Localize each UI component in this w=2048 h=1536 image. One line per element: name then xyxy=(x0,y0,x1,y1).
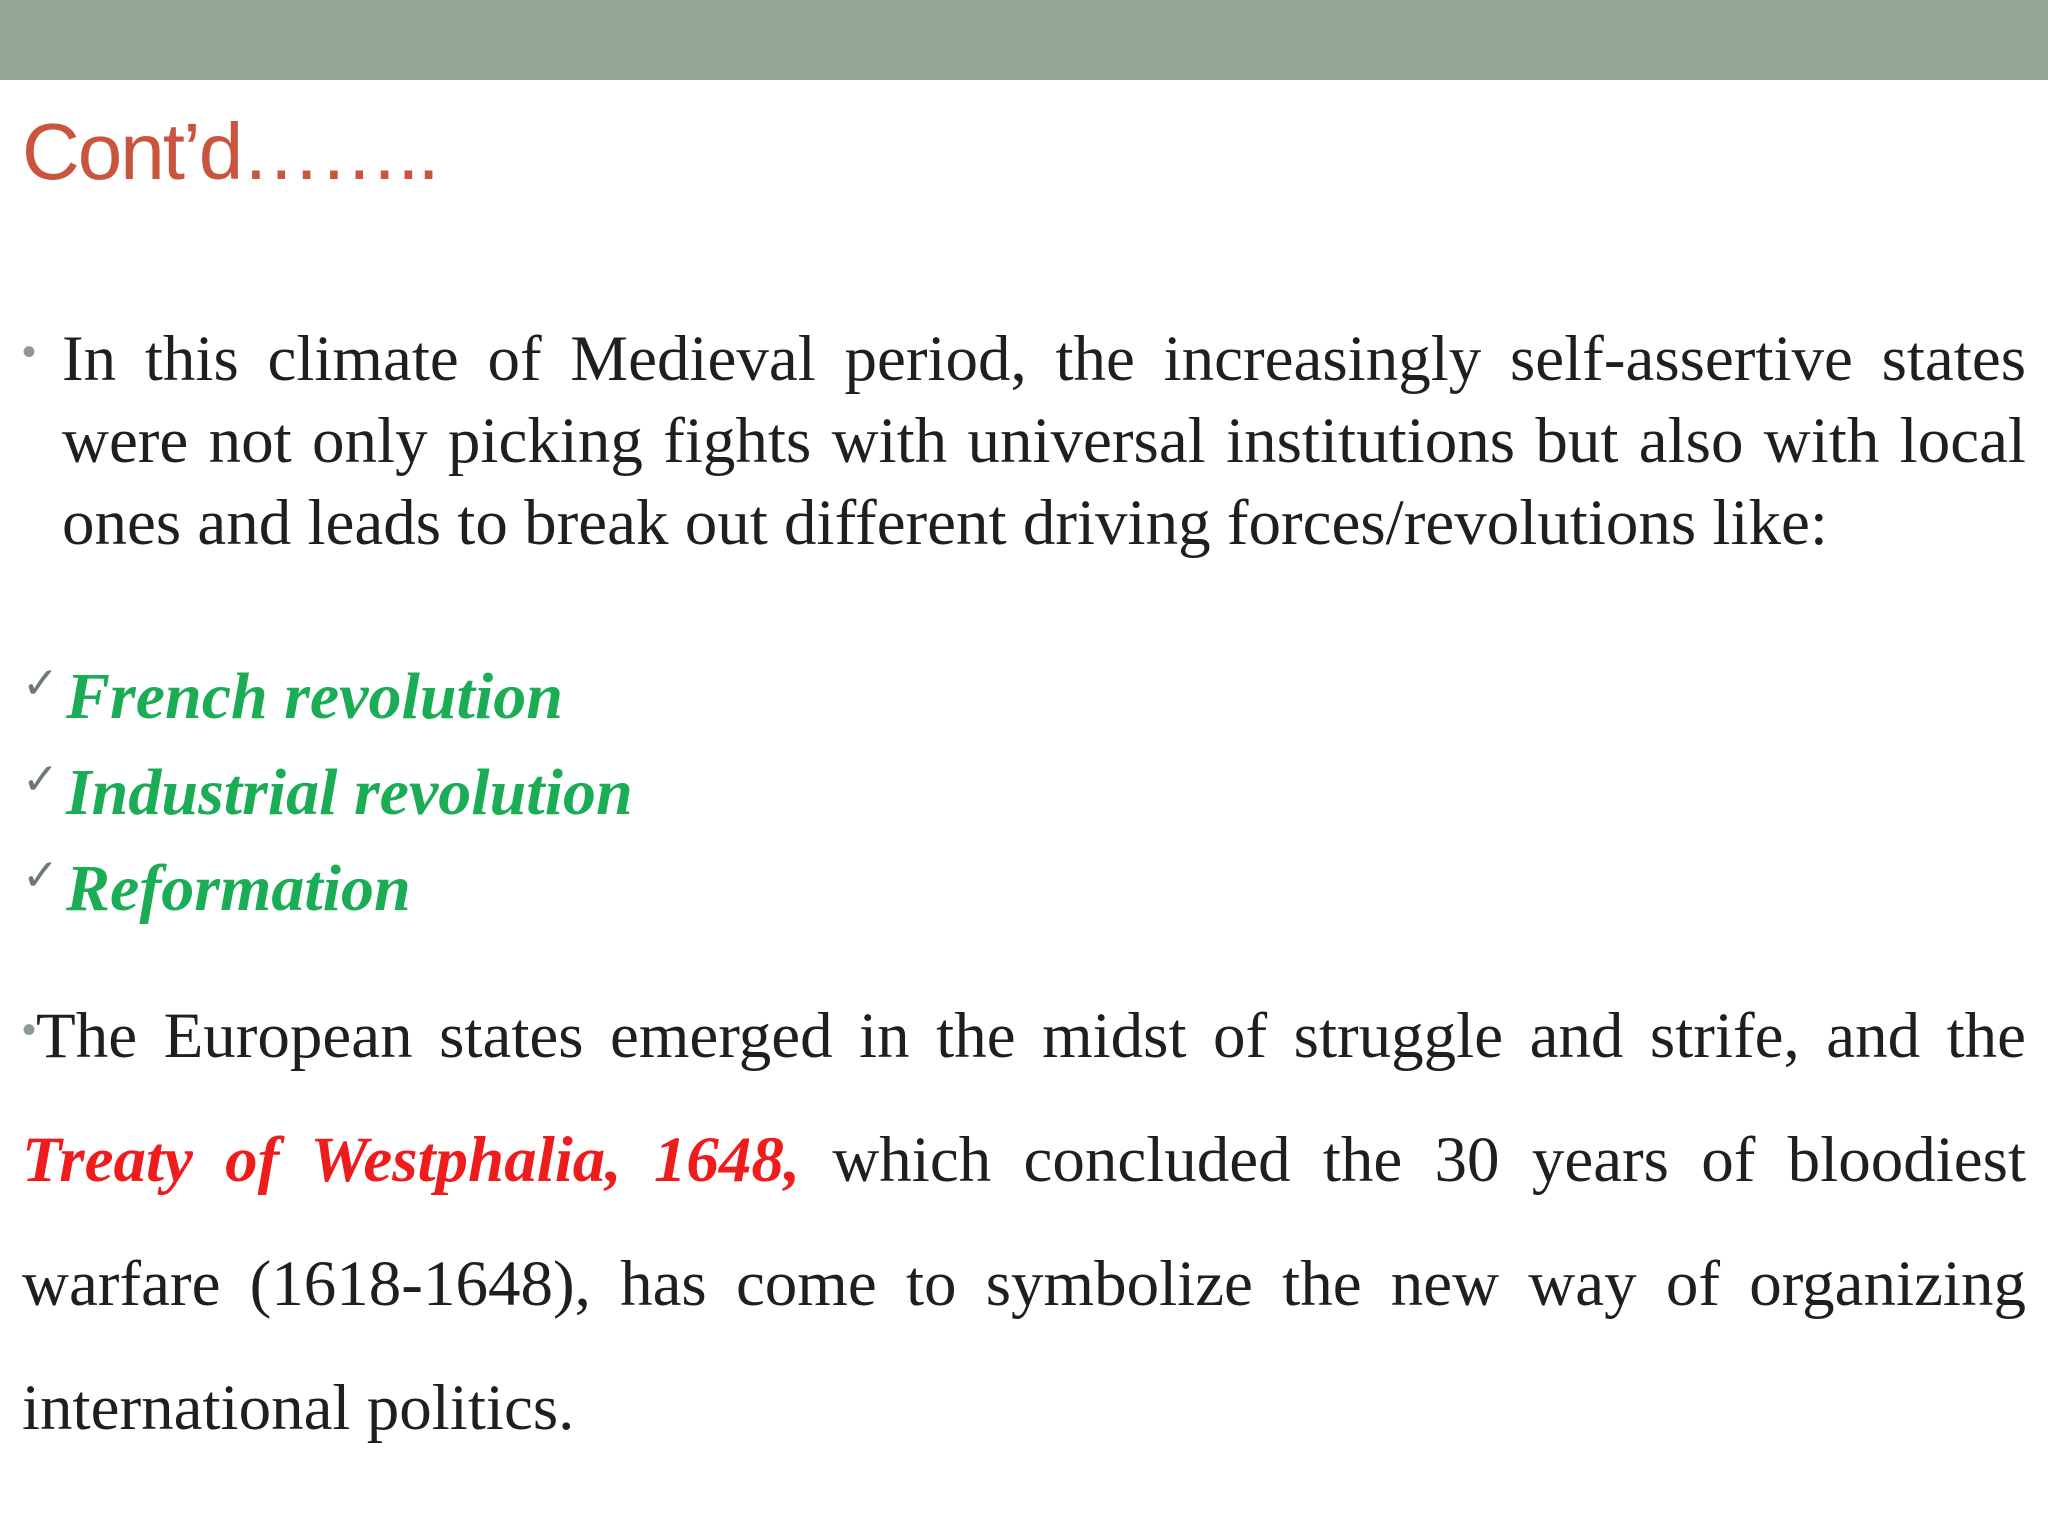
checkmark-icon: ✓ xyxy=(22,849,59,901)
header-band xyxy=(0,0,2048,80)
checklist-label: Industrial revolution xyxy=(66,756,633,829)
checklist-item xyxy=(22,652,563,742)
paragraph-intro: The European states emerged in the midst of struggle and strife, and the xyxy=(36,1000,2026,1072)
checklist-item xyxy=(22,748,633,838)
bullet-paragraph-1: In this climate of Medieval period, the increasingly self-assertive states were not only picking fights with universal institutions but also with local ones and leads to break out different driving forces/revolutions like: xyxy=(62,323,2026,559)
paragraph-rest: which concluded the 30 years of bloodiest warfare (1618-1648), has come to symbolize the new way of organizing international politics. xyxy=(22,1124,2026,1444)
checklist-item xyxy=(22,844,411,934)
bullet-icon: • xyxy=(22,330,37,374)
checkmark-icon: ✓ xyxy=(22,657,59,709)
checklist-label: Reformation xyxy=(66,852,411,925)
checkmark-icon: ✓ xyxy=(22,753,59,805)
slide-title: Cont’d…….. xyxy=(22,107,438,196)
bullet-icon: • xyxy=(22,1008,37,1052)
bullet-paragraph-2 xyxy=(22,968,2026,1470)
treaty-highlight: Treaty of Westphalia, 1648, xyxy=(22,1124,801,1196)
checklist-label: French revolution xyxy=(66,660,563,733)
